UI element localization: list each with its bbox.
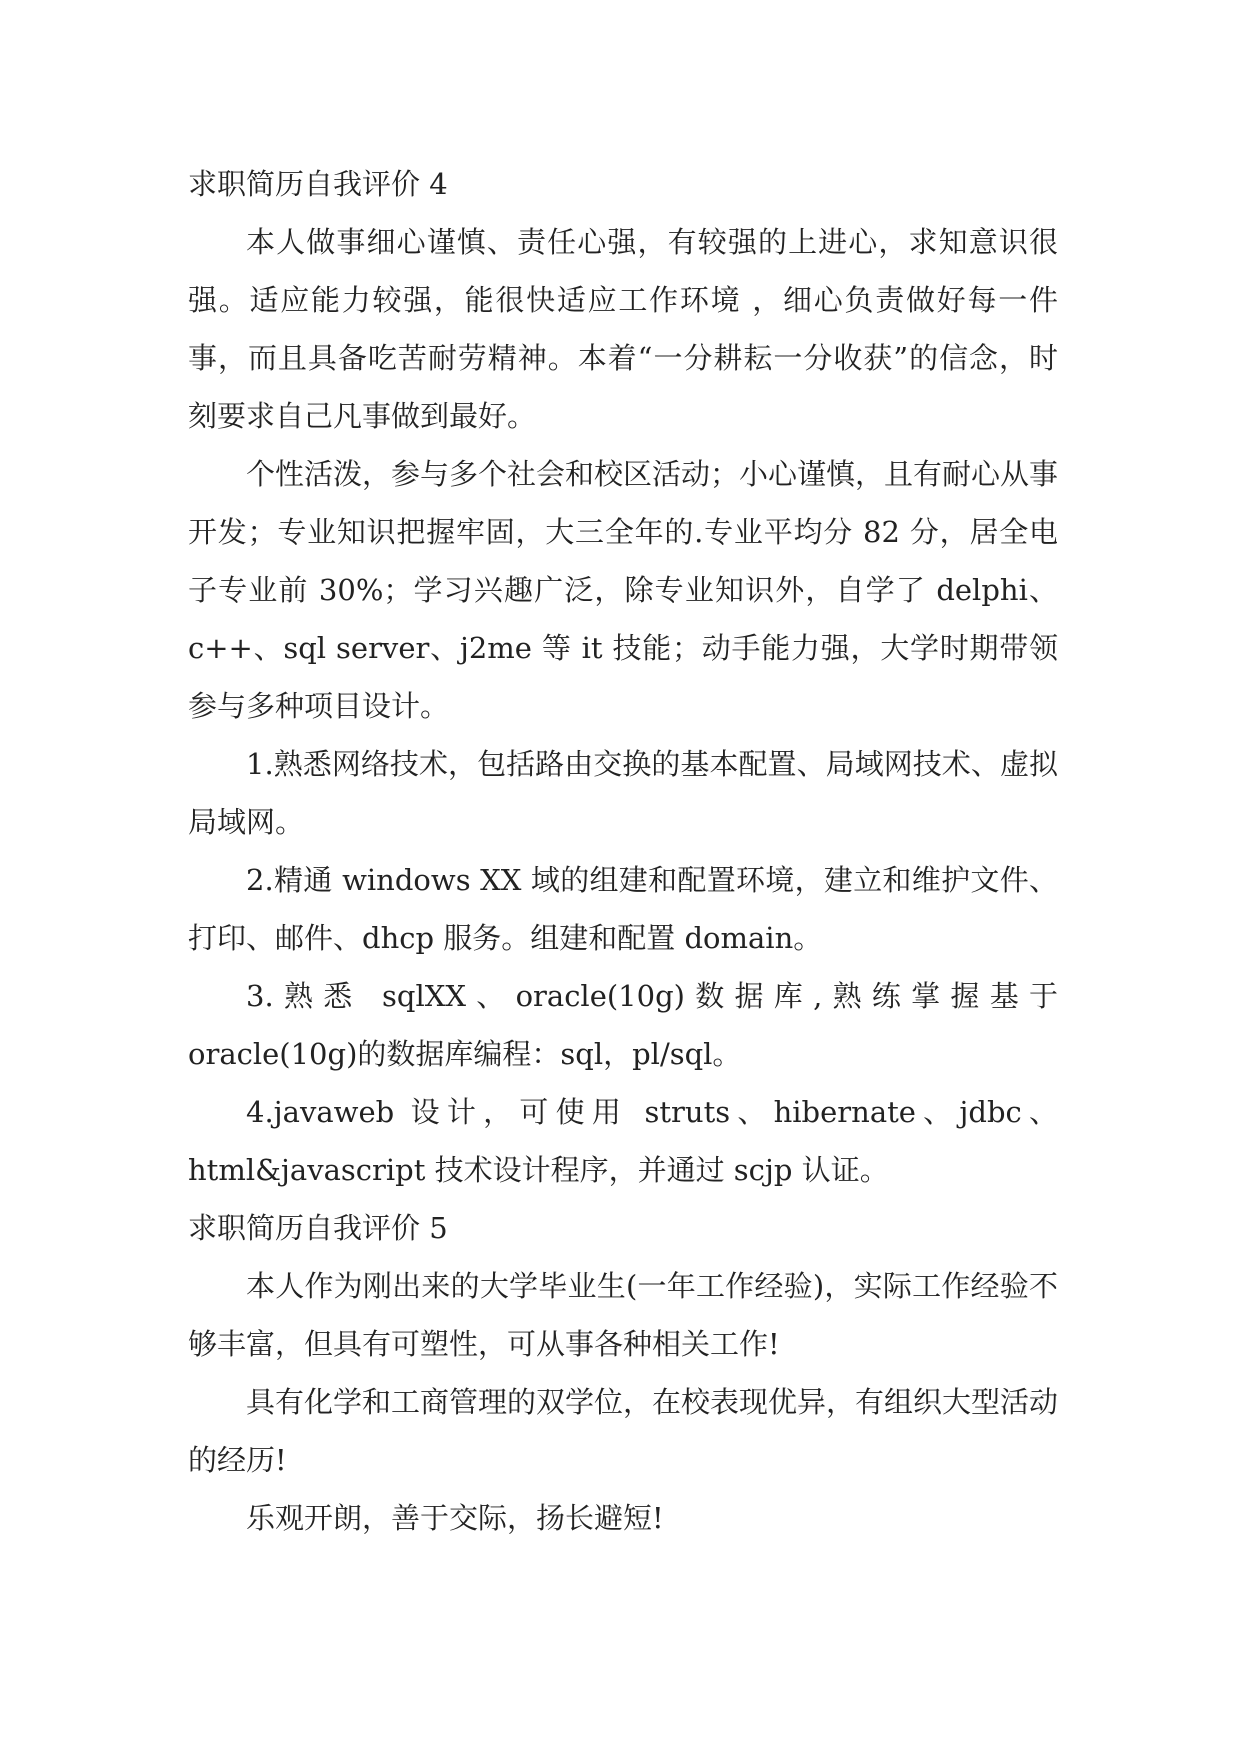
paragraph: 2.精通 windows XX 域的组建和配置环境，建立和维护文件、打印、邮件、dhcp 服务。组建和配置 domain。	[188, 863, 1058, 955]
paragraph: 本人作为刚出来的大学毕业生(一年工作经验)，实际工作经验不够丰富，但具有可塑性，可从事各种相关工作!	[188, 1269, 1058, 1361]
section-self-evaluation-5	[188, 1199, 1058, 1547]
paragraph: 具有化学和工商管理的双学位，在校表现优异，有组织大型活动的经历!	[188, 1385, 1059, 1477]
paragraph: 乐观开朗，善于交际，扬长避短!	[246, 1501, 664, 1535]
section-self-evaluation-4	[188, 155, 1058, 1199]
paragraph: 1.熟悉网络技术，包括路由交换的基本配置、局域网技术、虚拟局域网。	[188, 747, 1058, 839]
paragraph: 个性活泼，参与多个社会和校区活动；小心谨慎，且有耐心从事开发；专业知识把握牢固，大三全年的.专业平均分 82 分，居全电子专业前 30%；学习兴趣广泛，除专业知识外，自学了 delphi、c++、sql server、j2me 等 it 技能；动手能力强，大学时期带领参与多种项目设计。	[188, 457, 1059, 723]
section-heading: 求职简历自我评价 4	[188, 167, 448, 201]
paragraph: 3.熟悉 sqlXX、oracle(10g)数据库,熟练掌握基于 oracle(10g)的数据库编程：sql，pl/sql。	[188, 979, 1058, 1071]
paragraph: 本人做事细心谨慎、责任心强，有较强的上进心，求知意识很强。适应能力较强，能很快适应工作环境 ，细心负责做好每一件事，而且具备吃苦耐劳精神。本着“一分耕耘一分收获”的信念，时刻要求自己凡事做到最好。	[188, 225, 1058, 433]
section-heading: 求职简历自我评价 5	[188, 1211, 448, 1245]
paragraph: 4.javaweb 设计，可使用 struts、hibernate、jdbc、html&javascript 技术设计程序，并通过 scjp 认证。	[188, 1095, 1058, 1187]
document-page	[188, 155, 1058, 1547]
